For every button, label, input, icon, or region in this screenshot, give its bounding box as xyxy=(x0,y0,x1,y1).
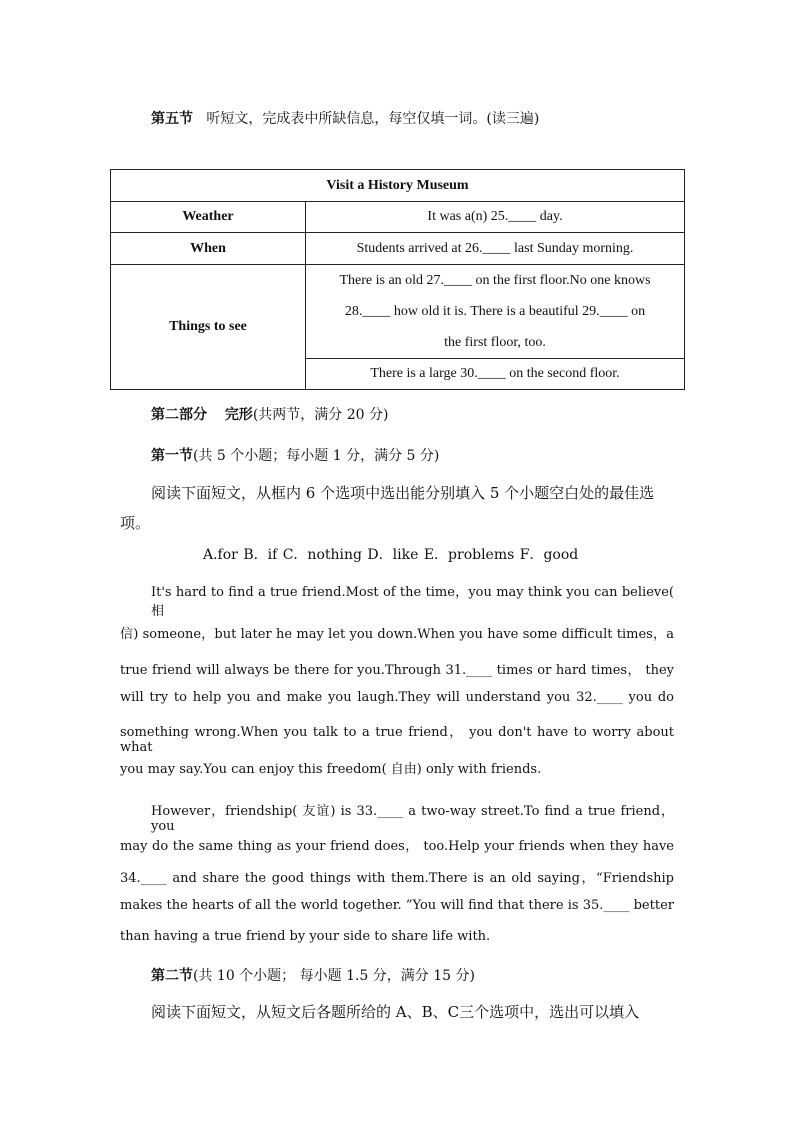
passage-line: than having a true friend by your side to share life with. xyxy=(120,929,491,944)
section2-note: (共 10 个小题； 每小题 1.5 分，满分 15 分) xyxy=(193,968,475,984)
passage-line: 34.____ and share the good things with them.There is an old saying，“Friendship xyxy=(120,871,674,886)
section1-label: 第一节 xyxy=(151,448,193,464)
section5-heading xyxy=(151,108,539,128)
section5-label: 第五节 xyxy=(151,111,193,127)
passage-line: something wrong.When you talk to a true friend， you don't have to worry about what xyxy=(120,725,674,755)
things-line: 28.____ how old it is. There is a beautiful 29.____ on xyxy=(344,304,646,319)
row-label-when: When xyxy=(111,233,306,265)
row-label-things: Things to see xyxy=(111,265,306,390)
passage-line: makes the hearts of all the world together. ”You will find that there is 35.____ better xyxy=(120,898,674,913)
section1-heading xyxy=(151,445,439,465)
passage-line: However，friendship( 友谊) is 33.____ a two-way street.To find a true friend，you xyxy=(151,804,674,834)
things-line: the first floor, too. xyxy=(444,335,546,350)
row-cell-things-2: There is a large 30.____ on the second floor. xyxy=(306,359,685,390)
row-cell-weather: It was a(n) 25.____ day. xyxy=(306,202,685,233)
things-line: There is an old 27.____ on the first floor.No one knows xyxy=(339,273,651,288)
row-label-weather: Weather xyxy=(111,202,306,233)
section1-note: (共 5 个小题；每小题 1 分，满分 5 分) xyxy=(193,448,440,464)
passage-line: you may say.You can enjoy this freedom( 自由) only with friends. xyxy=(120,762,542,777)
part2-label: 第二部分 xyxy=(151,407,207,423)
passage-line: It's hard to find a true friend.Most of the time，you may think you can believe( 相 xyxy=(151,585,674,619)
section2-heading xyxy=(151,965,475,985)
table-title: Visit a History Museum xyxy=(111,170,685,202)
part2-heading xyxy=(151,404,388,424)
row-cell-things-1 xyxy=(306,265,685,359)
passage-line: true friend will always be there for you.Through 31.____ times or hard times， they xyxy=(120,663,674,678)
passage-line: may do the same thing as your friend does， too.Help your friends when they have xyxy=(120,839,674,854)
info-table xyxy=(110,169,685,390)
row-cell-when: Students arrived at 26.____ last Sunday morning. xyxy=(306,233,685,265)
section2-label: 第二节 xyxy=(151,968,193,984)
section2-instruction-1: 阅读下面短文，从短文后各题所给的 A、B、C三个选项中，选出可以填入 xyxy=(151,1003,640,1021)
options-line: A.for B．if C．nothing D．like E．problems F．good xyxy=(203,547,579,563)
passage-line: will try to help you and make you laugh.They will understand you 32.____ you do xyxy=(120,690,674,705)
part2-note: (共两节，满分 20 分) xyxy=(252,407,389,423)
passage-line: 信) someone，but later he may let you down.When you have some difficult times，a xyxy=(120,627,675,642)
part2-title: 完形 xyxy=(224,407,253,423)
section1-instruction-1: 阅读下面短文，从框内 6 个选项中选出能分别填入 5 个小题空白处的最佳选 xyxy=(151,484,655,502)
section1-instruction-2: 项。 xyxy=(120,514,151,532)
section5-instruction: 听短文，完成表中所缺信息，每空仅填一词。(读三遍) xyxy=(206,111,540,127)
